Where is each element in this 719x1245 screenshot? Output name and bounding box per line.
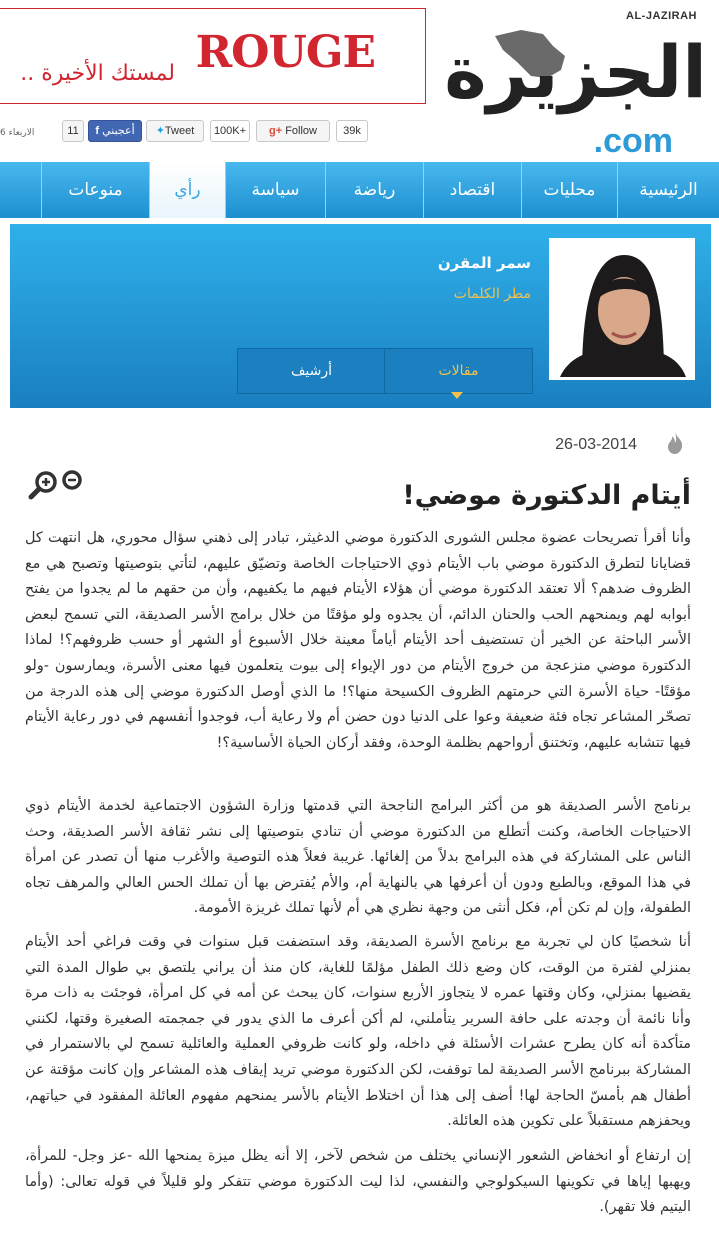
article-title: أيتام الدكتورة موضي! xyxy=(402,480,691,511)
logo-arabic-text: الجزيرة xyxy=(444,30,707,114)
follow-label: Follow xyxy=(285,125,317,137)
tab-archive[interactable]: أرشيف xyxy=(290,363,333,379)
author-name[interactable]: سمر المقرن xyxy=(437,254,531,272)
article-paragraph: برنامج الأسر الصديقة هو من أكثر البرامج الناجحة التي قدمتها وزارة الشؤون الاجتماعية لخدمة الأيتام ذوي الاحتياجات الخاصة، وكنت أتطلع من الدكتورة موضي أن تنادي بتوصيتها إلى نشر ثقافة الأسر الصديقة، وحث الناس على المشاركة في هذه البرامج بدلاً من إلغائها. غريبة فعلاً هذه التوصية والأغرب منها أن تصدر عن امرأة في هذا الموقع، وبالطبع ودون أن أعرفها هي بالنهاية أم، والأم يُفترض بها أن تملك الحس العالي والمرهف تجاه الطفولة، وإن لم تكن أم، فكل أنثى من وجهة نظري هي أم لأنها تملك غريزة الأمومة. xyxy=(25,798,691,917)
share-count: 11 xyxy=(62,120,84,142)
header-date: الاربعاء 6 xyxy=(0,128,35,138)
column-name: مطر الكلمات xyxy=(453,286,531,302)
gplus-icon: g+ xyxy=(269,125,286,137)
facebook-like-button[interactable] xyxy=(88,120,142,142)
logo-domain: .com xyxy=(593,122,673,160)
author-avatar xyxy=(549,238,695,380)
tweet-label: Tweet xyxy=(164,125,195,137)
nav-item-opinion[interactable]: رأي xyxy=(149,162,225,218)
facebook-icon: f xyxy=(95,125,103,137)
text-zoom-controls xyxy=(28,466,88,502)
logo-latin-text: AL-JAZIRAH xyxy=(626,10,697,22)
ad-banner[interactable] xyxy=(0,8,426,104)
zoom-in-icon[interactable] xyxy=(31,473,55,497)
article-paragraph: أنا شخصيًا كان لي تجربة مع برنامج الأسرة الصديقة، وقد استضفت قبل سنوات في وقت فراغي أحد الأيتام بمنزلي لفترة من الوقت، كان وضع ذلك الطفل مؤلمًا للغاية، كان منذ أن يراني يلتصق بي طوال المدة التي يقضيها بمنزلي، وكان وقتها عمره لا يتجاوز الأربع سنوات، كان يبحث عن أمه في كل امرأة، فوجئت به ذات مرة وأنا نائمة أن وجدته على حافة السرير يتأملني، لم أكن أعرف ما الذي يدور في جمجمته الصغيرة وقتها، لكنني متأكدة أنه كان يطرح عشرات الأسئلة في داخله، ولو كانت ظروفي العملية والعائلية تسمح لي بالاستمرار في المشاركة ببرنامج الأسر الصديقة لما توقفت، لكن الدكتورة موضي تريد إيقاف هذه المشاعر وإن كانت مؤقتة عن أطفال هم بأمسّ الحاجة لها! أضف إلى هذا أن اختلاط الأيتام بالأسر يمنحهم مفهوم العائلة المفقود في حياتهم، ويحفزهم مستقبلاً على تكوين هذه العائلة. xyxy=(25,934,691,1130)
article-paragraph: وأنا أقرأ تصريحات عضوة مجلس الشورى الدكتورة موضي الدغيثر، تبادر إلى ذهني سؤال محوري، هل انتهت كل قضايانا لتطرق الدكتورة موضي باب الأيتام ذوي الاحتياجات الخاصة وتضيّق عليهم، لتأتي بتوصيتها وتصبح هي مع الظروف ضدهم؟ ألا تعتقد الدكتورة موضي أن هؤلاء الأيتام فيهم ما يكفيهم، وأن من حقهم ما لم يجدوا من يفتح أبوابه لهم ويمنحهم الحب والحنان الدائم، أن يجدوه ولو مؤقتًا من خلال برامج الأسر الصديقة، التي تسمح لبعض الأسر الباحثة عن الخير أن تستضيف أحد الأيتام أياماً معينة خلال الأسبوع أو الشهر أو حسب ظروفهم؟! لماذا الدكتورة موضي منزعجة من خروج الأيتام من دور الإيواء إلى بيوت يتعلمون فيها معنى الأسرة، ويمارسون -ولو مؤقتًا- حياة الأسرة التي حرمتهم الظروف الكسيحة منها؟! ما الذي أوصل الدكتورة موضي إلى هذه الدرجة من تصحّر المشاعر تجاه فئة ضعيفة وعوا على الدنيا دون حضن أم ولا رعاية أب، فوجدوا أنفسهم في دور رعاية الأيتام فيها تتشابه عليهم، وتختنق أرواحهم بظلمة الوحدة، وفقد أركان الحياة الأساسية؟! xyxy=(25,530,691,751)
article-date: 26-03-2014 xyxy=(555,436,637,453)
zoom-out-icon[interactable] xyxy=(64,472,80,488)
site-logo[interactable] xyxy=(435,22,707,126)
author-photo-icon xyxy=(552,241,692,377)
ad-brand: ROUGE xyxy=(195,27,375,78)
article-paragraph: إن ارتفاع أو انخفاض الشعور الإنساني يختلف من شخص لآخر، إلا أنه يظل ميزة يمنحها الله -عز وجل- للمرأة، ويهبها إياها في تكوينها السيكولوجي والنفسي، لذا ليت الدكتورة موضي تتفكر ولو قليلاً في قوله تعالى: (وأما اليتيم فلا تقهر). xyxy=(25,1148,691,1216)
like-label: أعجبني xyxy=(102,125,135,137)
nav-item-local[interactable]: محليات xyxy=(521,162,617,218)
nav-item-home[interactable]: الرئيسية xyxy=(617,162,719,218)
tab-articles[interactable]: مقالات xyxy=(384,349,532,393)
selected-tab-indicator xyxy=(451,392,463,399)
author-panel xyxy=(10,224,711,408)
gplus-follow-button[interactable] xyxy=(256,120,330,142)
gplus-count: 39k xyxy=(336,120,368,142)
tweet-button[interactable] xyxy=(146,120,204,142)
nav-item-sports[interactable]: رياضة xyxy=(325,162,423,218)
nav-item-politics[interactable]: سياسة xyxy=(225,162,325,218)
main-nav xyxy=(0,162,719,218)
flame-icon xyxy=(667,432,683,454)
nav-item-economy[interactable]: اقتصاد xyxy=(423,162,521,218)
author-tabs xyxy=(237,348,533,394)
twitter-icon: ✦ xyxy=(155,125,165,137)
nav-item-misc[interactable]: منوعات xyxy=(41,162,149,218)
ad-text: لمستك الأخيرة .. xyxy=(20,61,175,86)
tweet-count: 100K+ xyxy=(210,120,250,142)
